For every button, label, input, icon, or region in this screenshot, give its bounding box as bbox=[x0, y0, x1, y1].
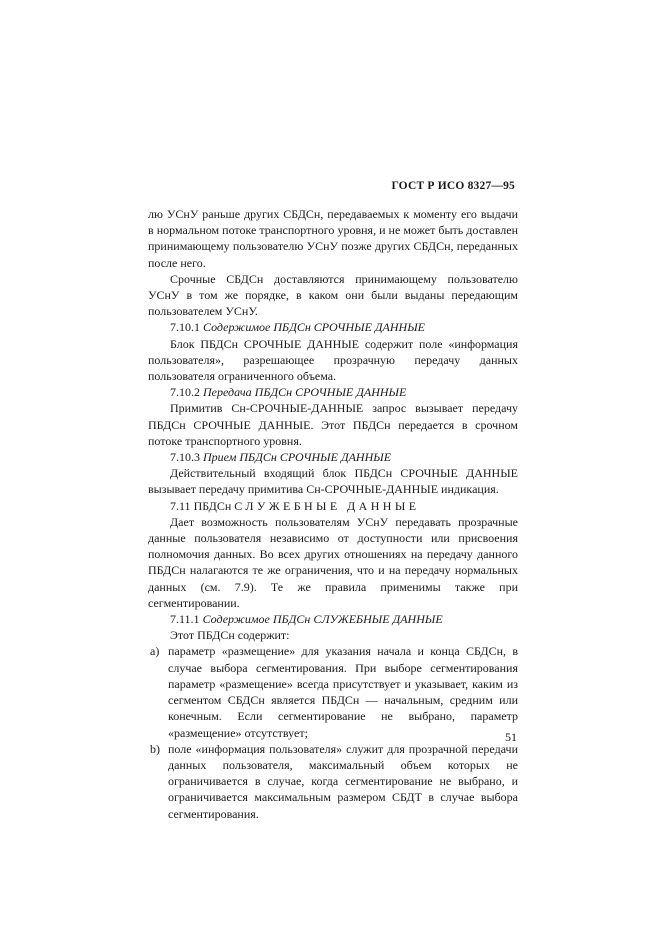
list-item-text: параметр «размещение» для указания начала и конца СБДСн, в случае выбора сегментирования. При выборе сегментирования параметр «размещение» всегда присутствует и указывает, каким из сегментом СБДСн является ПБДСн — начальным, средним или конечным. Если сегментирование не выбрано, параметр «размещение» отсутствует; bbox=[168, 644, 518, 740]
section-title: Прием ПБДСн СРОЧНЫЕ ДАННЫЕ bbox=[203, 450, 392, 465]
section-heading-7-10-3 bbox=[148, 449, 518, 465]
section-number: 7.10.1 bbox=[170, 320, 200, 335]
paragraph: Дает возможность пользователям УСнУ передавать прозрачные данные пользователя независимо от доступности или присвоения полномочия данных. Во всех других отношениях на передачу данного ПБДСн налагаются те же ограничения, что и на передачу нормальных данных (см. 7.9). Те же правила применимы также при сегментировании. bbox=[148, 514, 518, 610]
list-marker: b) bbox=[150, 741, 160, 756]
paragraph: Действительный входящий блок ПБДСн СРОЧНЫЕ ДАННЫЕ вызывает передачу примитива Сн-СРОЧНЫЕ-ДАННЫЕ индикация. bbox=[148, 466, 518, 497]
section-heading-7-11 bbox=[148, 498, 518, 514]
page-number: 51 bbox=[505, 730, 517, 744]
section-number: 7.10.3 bbox=[170, 450, 200, 465]
section-title: Содержимое ПБДСн СЛУЖЕБНЫЕ ДАННЫЕ bbox=[202, 612, 443, 627]
list-marker: а) bbox=[150, 644, 160, 659]
section-prefix: ПБДСн bbox=[193, 498, 232, 513]
section-heading-7-10-1 bbox=[148, 319, 518, 335]
section-number: 7.10.2 bbox=[170, 385, 200, 400]
list-item-a bbox=[148, 643, 518, 740]
section-title: СЛУЖЕБНЫЕ ДАННЫЕ bbox=[234, 498, 420, 513]
section-number: 7.11.1 bbox=[170, 612, 200, 627]
list-item-b bbox=[148, 741, 518, 822]
paragraph: лю УСнУ раньше других СБДСн, передаваемых к моменту его выдачи в нормальном потоке транспортного уровня, и не может быть доставлен принимающему пользователю УСнУ позже других СБДСн, переданных после него. bbox=[148, 207, 518, 270]
paragraph: Блок ПБДСн СРОЧНЫЕ ДАННЫЕ содержит поле «информация пользователя», разрешающее прозрачную передачу данных пользователя ограниченного объема. bbox=[148, 336, 518, 384]
section-heading-7-11-1 bbox=[148, 611, 518, 627]
paragraph: Срочные СБДСн доставляются принимающему пользователю УСнУ в том же порядке, в каком они были выданы передающим пользователем УСнУ. bbox=[148, 271, 518, 319]
section-heading-7-10-2 bbox=[148, 384, 518, 400]
document-body bbox=[148, 206, 518, 822]
paragraph: Примитив Сн-СРОЧНЫЕ-ДАННЫЕ запрос вызывает передачу ПБДСн СРОЧНЫЕ ДАННЫЕ. Этот ПБДСн передается в срочном потоке транспортного уровня. bbox=[148, 401, 518, 448]
standard-header: ГОСТ Р ИСО 8327—95 bbox=[391, 180, 515, 192]
section-title: Передача ПБДСн СРОЧНЫЕ ДАННЫЕ bbox=[203, 385, 407, 400]
section-number: 7.11 bbox=[170, 498, 191, 513]
paragraph: Этот ПБДСн содержит: bbox=[170, 628, 290, 643]
section-title: Содержимое ПБДСн СРОЧНЫЕ ДАННЫЕ bbox=[203, 320, 426, 335]
list-item-text: поле «информация пользователя» служит для прозрачной передачи данных пользователя, максимальный объем которых не ограничивается в случае, когда сегментирование не выбрано, и ограничивается максимальным размером СБДТ в случае выбора сегментирования. bbox=[168, 741, 518, 821]
